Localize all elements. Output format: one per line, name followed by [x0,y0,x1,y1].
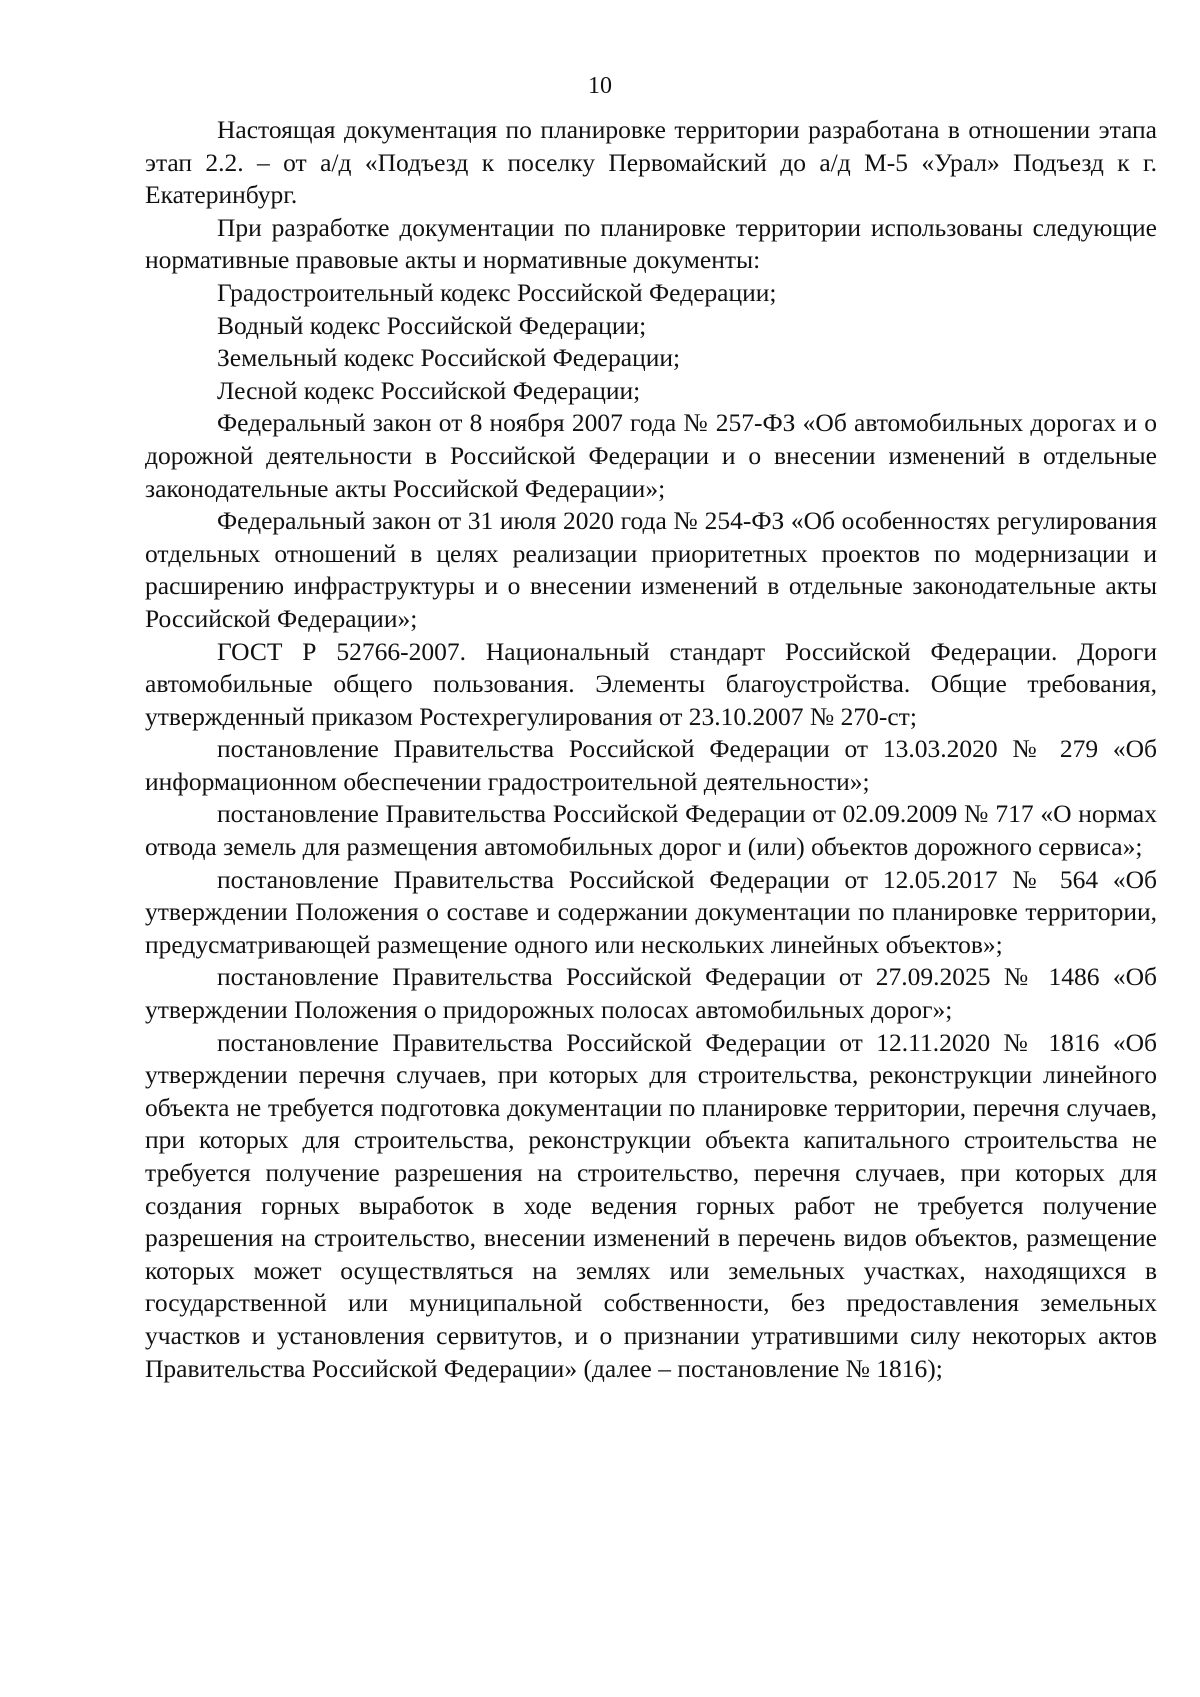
document-body [145,114,1157,1385]
list-item-gost-52766: ГОСТ Р 52766-2007. Национальный стандарт Российской Федерации. Дороги автомобильные общего пользования. Элементы благоустройства. Общие требования, утвержденный приказом Ростехрегулирования от 23.10.2007 № 270-ст; [145,636,1157,731]
list-item-federal-law-254: Федеральный закон от 31 июля 2020 года № 254-ФЗ «Об особенностях регулирования отдельных отношений в целях реализации приоритетных проектов по модернизации и расширению инфраструктуры и о внесении изменений в отдельные законодательные акты Российской Федерации»; [145,506,1157,633]
list-item-federal-law-257: Федеральный закон от 8 ноября 2007 года № 257-ФЗ «Об автомобильных дорогах и о дорожной деятельности в Российской Федерации и о внесении изменений в отдельные законодательные акты Российской Федерации»; [145,408,1157,503]
list-item-resolution-564: постановление Правительства Российской Федерации от 12.05.2017 № 564 «Об утверждении Положения о составе и содержании документации по планировке территории, предусматривающей размещение одного или нескольких линейных объектов»; [145,864,1157,959]
paragraph-intro: Настоящая документация по планировке территории разработана в отношении этапа этап 2.2. – от а/д «Подъезд к поселку Первомайский до а/д М-5 «Урал» Подъезд к г. Екатеринбург. [145,115,1157,210]
list-item-land-code: Земельный кодекс Российской Федерации; [217,343,681,373]
list-item-resolution-279: постановление Правительства Российской Федерации от 13.03.2020 № 279 «Об информационном обеспечении градостроительной деятельности»; [145,734,1157,796]
paragraph-normative-acts-intro: При разработке документации по планировке территории использованы следующие нормативные правовые акты и нормативные документы: [145,212,1157,275]
page-number: 10 [588,73,612,99]
list-item-resolution-717: постановление Правительства Российской Федерации от 02.09.2009 № 717 «О нормах отвода земель для размещения автомобильных дорог и (или) объектов дорожного сервиса»; [145,799,1157,862]
list-item-resolution-1486: постановление Правительства Российской Федерации от 27.09.2025 № 1486 «Об утверждении Положения о придорожных полосах автомобильных дорог»; [145,962,1157,1025]
list-item-forest-code: Лесной кодекс Российской Федерации; [217,375,641,405]
list-item-water-code: Водный кодекс Российской Федерации; [217,310,647,340]
list-item-resolution-1816: постановление Правительства Российской Федерации от 12.11.2020 № 1816 «Об утверждении перечня случаев, при которых для строительства, реконструкции линейного объекта не требуется подготовка документации по планировке территории, перечня случаев, при которых для строительства, реконструкции объекта капитального строительства не требуется получение разрешения на строительство, перечня случаев, при которых для создания горных выработок в ходе ведения горных работ не требуется получение разрешения на строительство, внесении изменений в перечень видов объектов, размещение которых может осуществляться на землях или земельных участках, находящихся в государственной или муниципальной собственности, без предоставления земельных участков и установления сервитутов, и о признании утратившими силу некоторых актов Правительства Российской Федерации» (далее – постановление № 1816); [145,1027,1157,1383]
list-item-urban-planning-code: Градостроительный кодекс Российской Федерации; [217,277,777,307]
